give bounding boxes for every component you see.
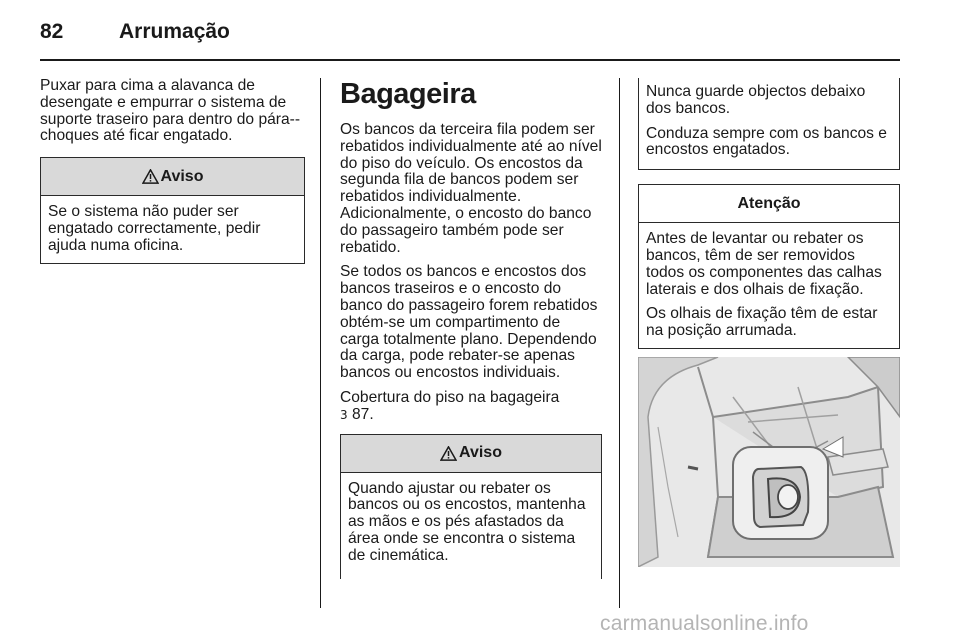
continued-warning-2: Conduza sempre com os bancos e encostos engatados. bbox=[646, 124, 887, 159]
caution-body bbox=[639, 223, 899, 348]
watermark: carmanualsonline.info bbox=[600, 612, 809, 635]
warning-box-2 bbox=[340, 434, 602, 579]
paragraph-2: Se todos os bancos e encostos dos bancos traseiros e o encosto do banco do passageiro forem rebatidos obtém-se um compartimento de carga totalmente plano. Dependendo da carga, pode rebater-se apenas bancos ou encostos individuais. bbox=[340, 263, 598, 382]
section-heading: Bagageira bbox=[340, 78, 476, 110]
column-1 bbox=[40, 78, 305, 264]
caution-paragraph-1: Antes de levantar ou rebater os bancos, têm de ser removidos todos os componentes das calhas laterais e dos olhais de fixação. bbox=[646, 230, 882, 298]
warning-text: Se o sistema não puder ser engatado correctamente, pedir ajuda numa oficina. bbox=[48, 203, 261, 254]
warning-box-header bbox=[341, 435, 601, 473]
intro-paragraph: Puxar para cima a alavanca de desengate e empurrar o sistema de suporte traseiro para dentro do pára--choques até ficar engatado. bbox=[40, 77, 301, 145]
column-divider-1 bbox=[320, 78, 321, 608]
warning-title: Aviso bbox=[160, 167, 204, 185]
warning-box-1 bbox=[40, 157, 305, 263]
column-2 bbox=[340, 78, 602, 579]
section-title: Arrumação bbox=[119, 20, 230, 43]
column-divider-2 bbox=[619, 78, 620, 608]
page-number: 82 bbox=[40, 20, 64, 43]
warning-title: Aviso bbox=[459, 444, 502, 462]
caution-box bbox=[638, 184, 900, 349]
warning-box-bottom-rule bbox=[638, 169, 900, 170]
cross-reference bbox=[340, 390, 602, 424]
cargo-area-illustration bbox=[638, 357, 900, 567]
warning-text: Quando ajustar ou rebater os bancos ou os encostos, mantenha as mãos e os pés afastados da área onde se encontra o sistema de cinemática. bbox=[348, 479, 586, 564]
caution-paragraph-2: Os olhais de fixação têm de estar na posição arrumada. bbox=[646, 305, 878, 340]
warning-continued-box bbox=[638, 78, 900, 169]
continued-warning-1: Nunca guarde objectos debaixo dos bancos. bbox=[646, 83, 866, 117]
warning-triangle-icon bbox=[142, 169, 159, 184]
column-3 bbox=[638, 78, 900, 349]
caution-title: Atenção bbox=[737, 194, 801, 212]
warning-triangle-icon bbox=[440, 446, 457, 461]
reference-page: 87. bbox=[351, 405, 374, 423]
reference-arrow-icon: 3 bbox=[340, 407, 348, 422]
warning-box-header bbox=[41, 158, 304, 196]
cross-reference-text: Cobertura do piso na bagageira bbox=[340, 388, 560, 406]
page-header bbox=[40, 14, 900, 62]
caution-box-header bbox=[639, 185, 899, 223]
header-rule bbox=[40, 59, 900, 61]
paragraph-1: Os bancos da terceira fila podem ser rebatidos individualmente até ao nível do piso do veículo. Os encostos da segunda fila de bancos podem ser rebatidos individualmente. Adicionalmente, o encosto do banco do passageiro também pode ser rebatido. bbox=[340, 121, 602, 256]
cargo-area-tie-down-eyelet-illustration bbox=[638, 357, 900, 567]
